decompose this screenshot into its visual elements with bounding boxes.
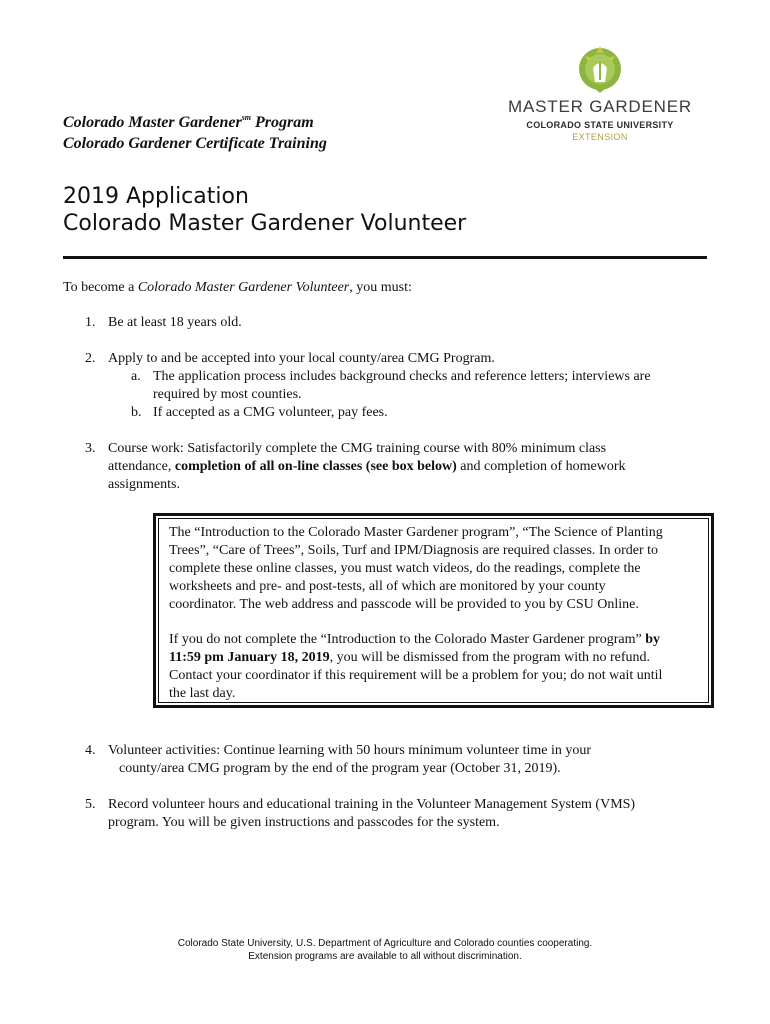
requirement-3-number: 3.	[85, 441, 96, 456]
deadline-text: 11:59 pm January 18, 2019	[169, 650, 330, 665]
footer-line-2: Extension programs are available to all without discrimination.	[248, 951, 522, 962]
requirement-1-number: 1.	[85, 315, 96, 330]
online-classes-notice-box	[153, 513, 714, 708]
notice-box-inner-border	[158, 518, 709, 703]
requirement-2a-letter: a.	[131, 369, 141, 384]
intro-text: To become a Colorado Master Gardener Volunteer, you must:	[63, 280, 412, 295]
requirement-5-line-1: Record volunteer hours and educational training in the Volunteer Management System (VMS)	[108, 797, 636, 812]
footer-disclaimer	[0, 937, 770, 963]
logo-university: COLORADO STATE UNIVERSITY	[526, 120, 674, 130]
requirement-4-number: 4.	[85, 743, 96, 758]
requirement-2-text: Apply to and be accepted into your local county/area CMG Program.	[108, 351, 495, 366]
logo-extension: EXTENSION	[572, 132, 628, 142]
program-line: Colorado Master Gardener$^{sm}$ Program	[63, 113, 314, 131]
notice-paragraph-2: If you do not complete the “Introduction to the Colorado Master Gardener program” by 11:59 pm January 18, 2019, you will be dismissed from the program with no refund. Contact your coordinator if this requirement will be a problem for you; do not wait until the last day.	[169, 632, 663, 701]
logo-title: MASTER GARDENER	[508, 97, 692, 116]
gardener-emblem-icon	[577, 42, 623, 94]
requirement-2a-line-2: required by most counties.	[153, 387, 302, 402]
service-mark: sm	[241, 113, 252, 122]
master-gardener-logo	[500, 42, 700, 146]
training-line: Colorado Gardener Certificate Training	[63, 135, 327, 152]
requirement-2-number: 2.	[85, 351, 96, 366]
requirement-1-text: Be at least 18 years old.	[108, 315, 242, 330]
requirement-5-number: 5.	[85, 797, 96, 812]
program-header	[63, 107, 327, 154]
requirement-5-line-2: program. You will be given instructions and passcodes for the system.	[108, 815, 500, 830]
requirement-3-line-1: Course work: Satisfactorily complete the CMG training course with 80% minimum class	[108, 441, 607, 456]
notice-paragraph-1: The “Introduction to the Colorado Master Gardener program”, “The Science of Planting Trees”, “Care of Trees”, Soils, Turf and IPM/Diagnosis are required classes. In order to complete these online classes, you must watch videos, do the readings, complete the worksheets and pre- and post-tests, all of which are monitored by your county coordinator. The web address and passcode will be provided to you by CSU Online.	[169, 525, 663, 612]
footer-line-1: Colorado State University, U.S. Department of Agriculture and Colorado counties cooperating.	[177, 938, 593, 949]
page-title	[63, 183, 466, 237]
title-divider	[63, 256, 707, 259]
requirement-2b-letter: b.	[131, 405, 142, 420]
title-line-2: Colorado Master Gardener Volunteer	[63, 211, 467, 236]
requirement-3-line-3: assignments.	[108, 477, 180, 492]
requirement-2b-text: If accepted as a CMG volunteer, pay fees.	[153, 405, 388, 420]
title-line-1: 2019 Application	[63, 184, 249, 209]
requirement-4-line-1: Volunteer activities: Continue learning with 50 hours minimum volunteer time in your	[108, 743, 592, 758]
requirement-4-line-2: county/area CMG program by the end of the program year (October 31, 2019).	[119, 761, 561, 776]
requirement-2a-line-1: The application process includes background checks and reference letters; interviews are	[153, 369, 651, 384]
requirement-3-line-2: attendance, completion of all on-line classes (see box below) and completion of homework	[108, 459, 626, 474]
